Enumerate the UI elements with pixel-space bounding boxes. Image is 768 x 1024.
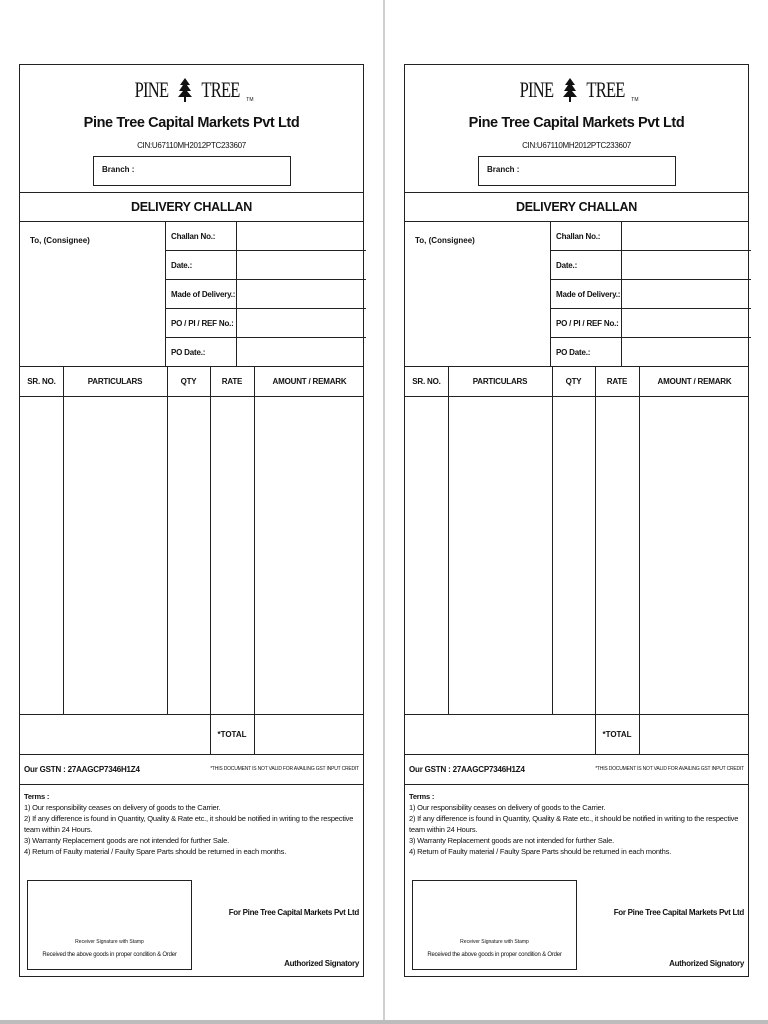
challan-details	[165, 222, 365, 367]
cin-number: CIN:U67110MH2012PTC233607	[522, 141, 631, 150]
po-date-field[interactable]	[236, 338, 366, 367]
pine-tree-icon	[562, 77, 578, 103]
table-header	[405, 367, 748, 397]
challan-no-row: Challan No.:	[551, 222, 751, 251]
term-item: 4) Return of Faulty material / Faulty Spare Parts should be returned in each months.	[409, 847, 672, 856]
term-item: 3) Warranty Replacement goods are not intended for further Sale.	[409, 836, 614, 845]
form-header	[20, 65, 363, 193]
total-row	[405, 715, 748, 755]
col-particulars: PARTICULARS	[472, 377, 528, 386]
challan-info	[405, 222, 748, 367]
delivery-challan-form	[404, 64, 749, 977]
date-field[interactable]	[621, 251, 751, 279]
authorized-signatory: Authorized Signatory	[284, 959, 359, 968]
branch-field[interactable]: Branch :	[93, 156, 291, 186]
column-divider	[254, 367, 255, 715]
challan-no-field[interactable]	[236, 222, 366, 250]
terms-section	[409, 791, 747, 857]
terms-section	[24, 791, 362, 857]
challan-info	[20, 222, 363, 367]
gstin: Our GSTN : 27AAGCP7346H1Z4	[409, 765, 525, 774]
gst-row	[20, 755, 363, 785]
for-company: For Pine Tree Capital Markets Pvt Ltd	[228, 908, 359, 917]
column-divider	[448, 367, 449, 715]
delivery-challan-form	[19, 64, 364, 977]
page-left	[0, 0, 383, 1024]
receiver-signature-box[interactable]	[27, 880, 192, 970]
column-divider	[63, 367, 64, 715]
date-field[interactable]	[236, 251, 366, 279]
terms-heading: Terms :	[409, 792, 435, 801]
col-rate: RATE	[221, 377, 243, 386]
po-ref-row: PO / PI / REF No.:	[166, 309, 366, 338]
document-title: DELIVERY CHALLAN	[20, 193, 363, 222]
items-table	[405, 367, 748, 715]
page-right	[385, 0, 768, 1024]
po-date-field[interactable]	[621, 338, 751, 367]
delivery-mode-field[interactable]	[236, 280, 366, 308]
col-qty: QTY	[565, 377, 582, 386]
total-label: *TOTAL	[217, 730, 247, 739]
company-logo: PINE TREE TM	[520, 77, 639, 103]
company-name: Pine Tree Capital Markets Pvt Ltd	[468, 115, 685, 131]
date-row: Date.:	[551, 251, 751, 280]
po-date-row: PO Date.:	[166, 338, 366, 367]
term-item: 2) If any difference is found in Quantity, Quality & Rate etc., it should be notified in writing to the respective team within 24 Hours.	[409, 814, 739, 834]
receiver-note: Received the above goods in proper condition & Order	[42, 952, 177, 958]
consignee-label: To, (Consignee)	[30, 236, 90, 245]
company-logo: PINE TREE TM	[135, 77, 254, 103]
challan-no-row: Challan No.:	[166, 222, 366, 251]
for-company: For Pine Tree Capital Markets Pvt Ltd	[613, 908, 744, 917]
date-row: Date.:	[166, 251, 366, 280]
po-date-row: PO Date.:	[551, 338, 751, 367]
form-header	[405, 65, 748, 193]
term-item: 1) Our responsibility ceases on delivery of goods to the Carrier.	[24, 803, 221, 812]
delivery-mode-field[interactable]	[621, 280, 751, 308]
gst-note: *THIS DOCUMENT IS NOT VALID FOR AVAILING GST INPUT CREDIT	[210, 766, 359, 772]
cin-number: CIN:U67110MH2012PTC233607	[137, 141, 246, 150]
col-rate: RATE	[606, 377, 628, 386]
po-ref-row: PO / PI / REF No.:	[551, 309, 751, 338]
term-item: 1) Our responsibility ceases on delivery of goods to the Carrier.	[409, 803, 606, 812]
column-divider	[552, 367, 553, 715]
branch-field[interactable]: Branch :	[478, 156, 676, 186]
col-amount-remark: AMOUNT / REMARK	[272, 377, 347, 386]
viewer-bottom-bar	[0, 1020, 768, 1024]
column-divider	[595, 367, 596, 715]
term-item: 4) Return of Faulty material / Faulty Spare Parts should be returned in each months.	[24, 847, 287, 856]
gst-row	[405, 755, 748, 785]
total-row	[20, 715, 363, 755]
challan-no-field[interactable]	[621, 222, 751, 250]
document-title: DELIVERY CHALLAN	[405, 193, 748, 222]
items-table	[20, 367, 363, 715]
receiver-note: Received the above goods in proper condition & Order	[427, 952, 562, 958]
col-particulars: PARTICULARS	[87, 377, 143, 386]
receiver-signature-label: Receiver Signature with Stamp	[460, 939, 529, 945]
challan-details	[550, 222, 750, 367]
po-ref-field[interactable]	[236, 309, 366, 337]
term-item: 3) Warranty Replacement goods are not intended for further Sale.	[24, 836, 229, 845]
receiver-signature-box[interactable]	[412, 880, 577, 970]
pine-tree-icon	[177, 77, 193, 103]
gstin: Our GSTN : 27AAGCP7346H1Z4	[24, 765, 140, 774]
column-divider	[167, 367, 168, 715]
terms-heading: Terms :	[24, 792, 50, 801]
table-header	[20, 367, 363, 397]
po-ref-field[interactable]	[621, 309, 751, 337]
authorized-signatory: Authorized Signatory	[669, 959, 744, 968]
delivery-mode-row: Made of Delivery.:	[166, 280, 366, 309]
term-item: 2) If any difference is found in Quantity, Quality & Rate etc., it should be notified in writing to the respective team within 24 Hours.	[24, 814, 354, 834]
company-name: Pine Tree Capital Markets Pvt Ltd	[83, 115, 300, 131]
total-label: *TOTAL	[602, 730, 632, 739]
delivery-mode-row: Made of Delivery.:	[551, 280, 751, 309]
col-amount-remark: AMOUNT / REMARK	[657, 377, 732, 386]
column-divider	[210, 367, 211, 715]
col-qty: QTY	[180, 377, 197, 386]
gst-note: *THIS DOCUMENT IS NOT VALID FOR AVAILING GST INPUT CREDIT	[595, 766, 744, 772]
consignee-label: To, (Consignee)	[415, 236, 475, 245]
receiver-signature-label: Receiver Signature with Stamp	[75, 939, 144, 945]
column-divider	[639, 367, 640, 715]
col-sr-no: SR. NO.	[412, 377, 441, 386]
col-sr-no: SR. NO.	[27, 377, 56, 386]
